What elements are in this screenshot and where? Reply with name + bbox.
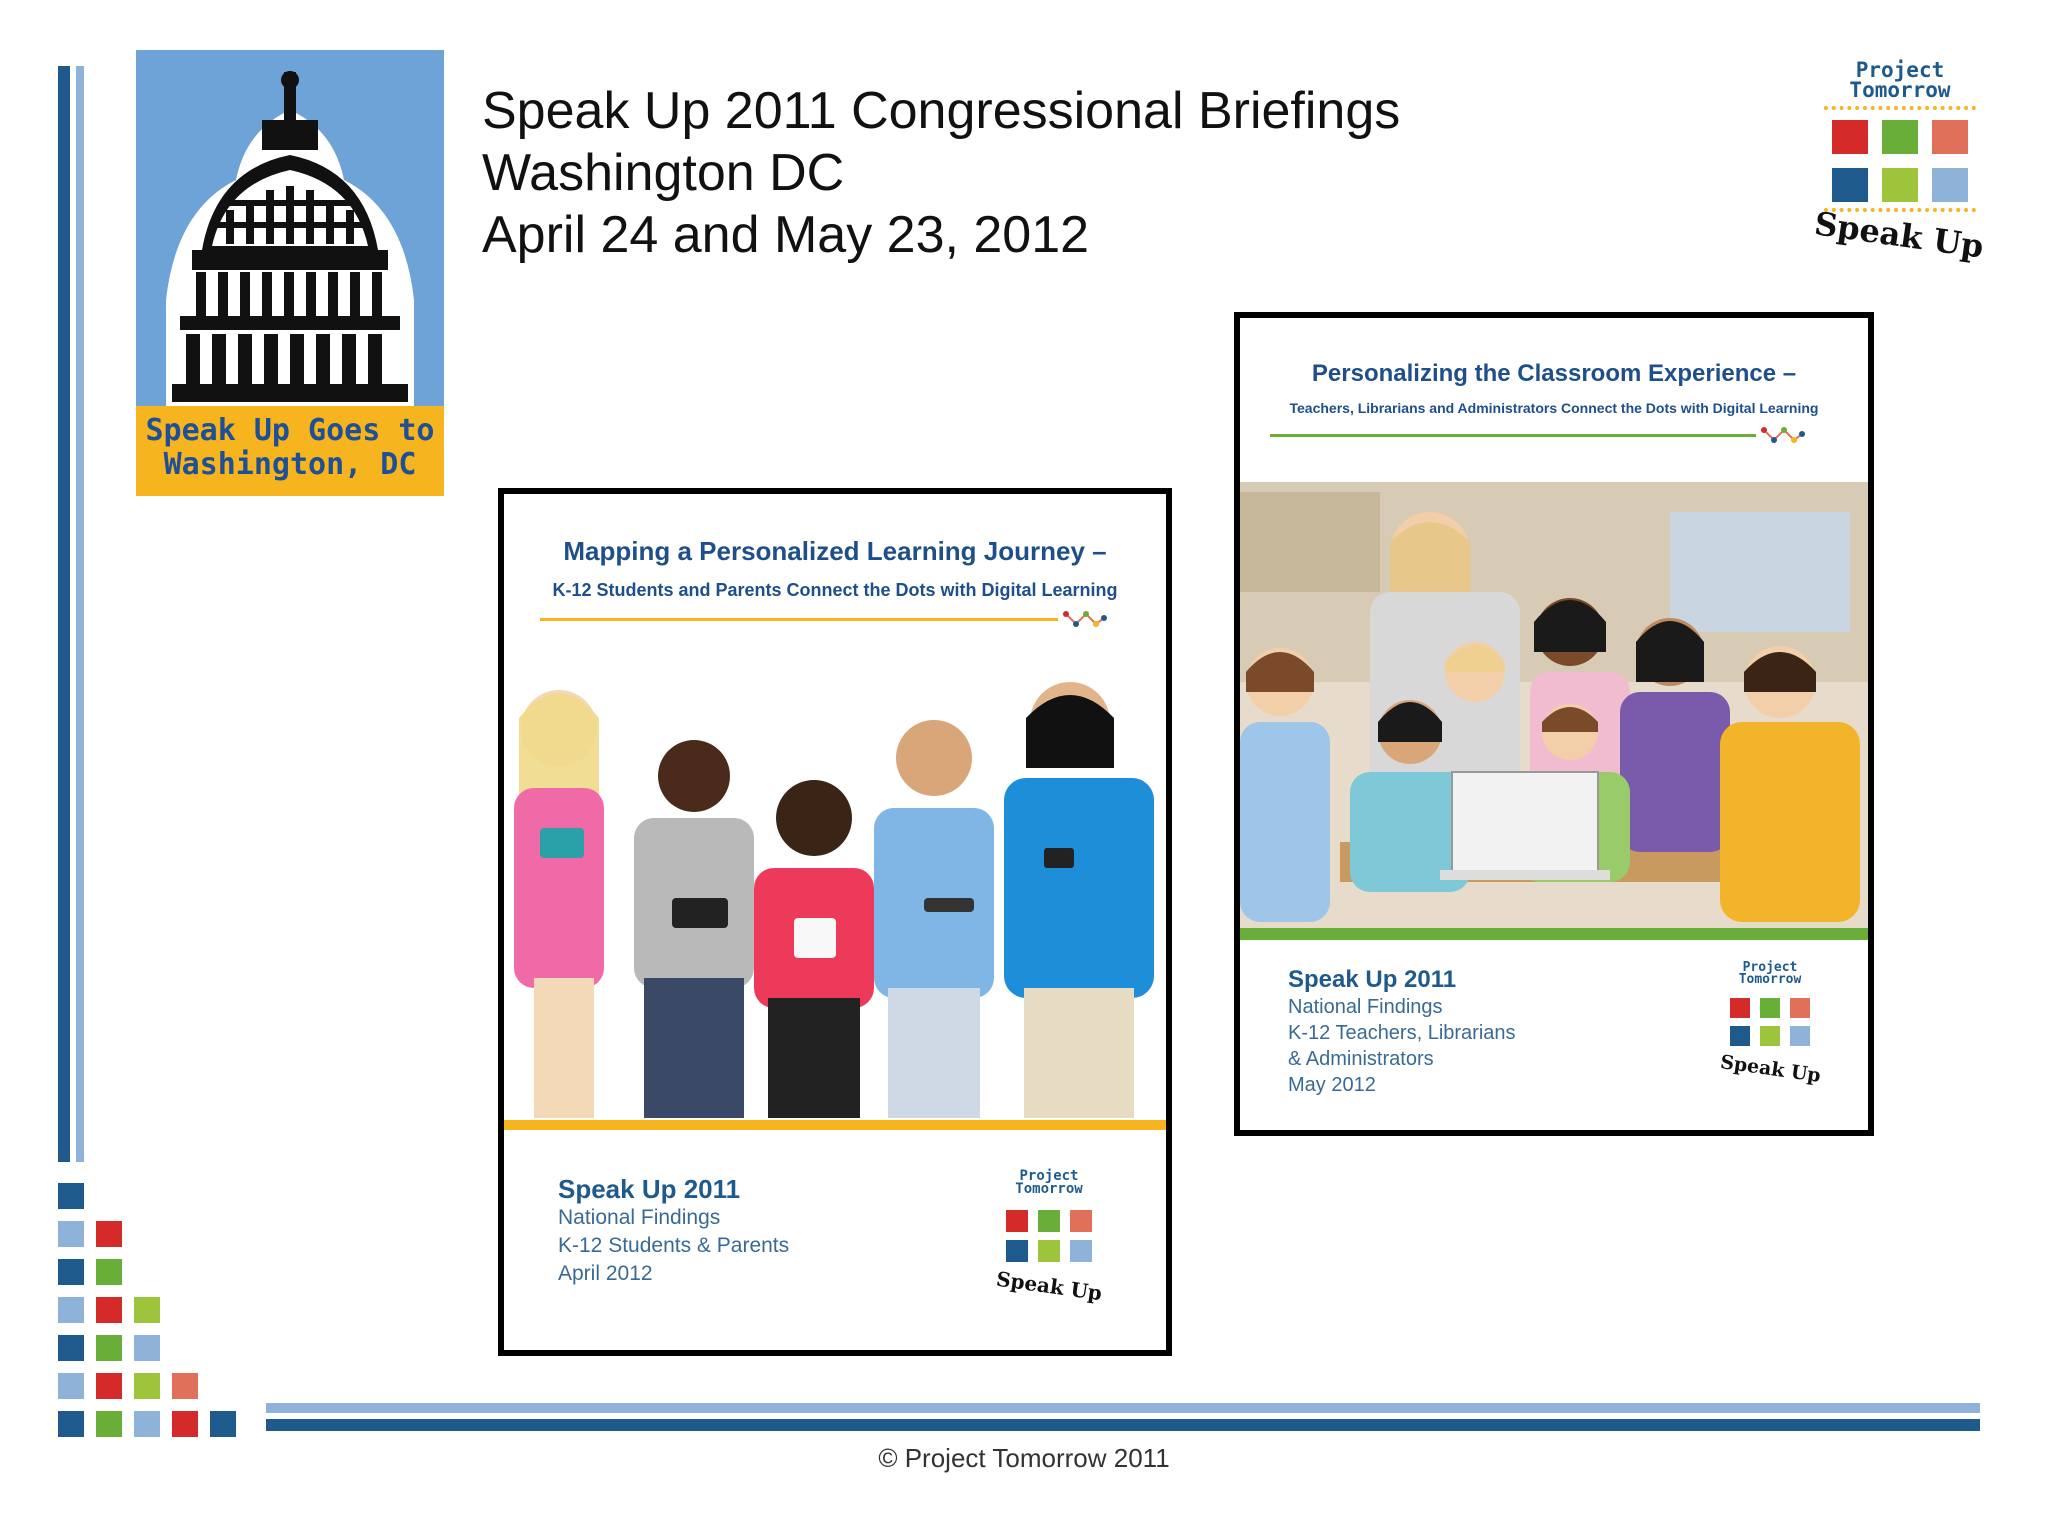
- students-report-brand-logo: [994, 1170, 1104, 1320]
- bottom-accent-bar: [266, 1419, 1980, 1431]
- capitol-caption-line2: Washington, DC: [163, 447, 417, 482]
- brand-logo-tagline: Speak Up: [1812, 204, 1986, 266]
- students-report-heading: Speak Up 2011: [558, 1174, 741, 1204]
- students-report-stripe: [504, 1120, 1166, 1130]
- teachers-brand-line1: Project: [1742, 960, 1798, 975]
- teachers-report-line4: May 2012: [1288, 1074, 1376, 1096]
- students-report-line1: National Findings: [558, 1206, 721, 1229]
- teachers-report-brand-logo: [1718, 962, 1822, 1102]
- connect-dots-icon: [1760, 424, 1806, 446]
- students-brand-line1: Project: [1019, 1168, 1079, 1184]
- capitol-logo-caption: [136, 414, 444, 482]
- teachers-report-line2: K-12 Teachers, Librarians: [1288, 1022, 1516, 1044]
- students-brand-tagline: Speak Up: [994, 1266, 1104, 1306]
- capitol-logo: [136, 50, 444, 496]
- copyright-footer: © Project Tomorrow 2011: [878, 1443, 1170, 1473]
- students-report-line2: K-12 Students & Parents: [558, 1234, 790, 1257]
- teachers-report-heading: Speak Up 2011: [1288, 966, 1457, 993]
- connect-dots-icon: [1062, 608, 1108, 630]
- students-report-line3: April 2012: [558, 1262, 653, 1285]
- slide-title-line3: April 24 and May 23, 2012: [482, 206, 1090, 264]
- students-photo-illustration: [504, 658, 1166, 1118]
- teachers-report-line1: National Findings: [1288, 996, 1443, 1018]
- brand-logo-line2: Tomorrow: [1849, 78, 1951, 102]
- left-accent-bar-light: [76, 66, 84, 1162]
- project-tomorrow-logo: [1810, 56, 1990, 266]
- students-report-title: Mapping a Personalized Learning Journey –: [563, 536, 1107, 566]
- slide-title-line2: Washington DC: [482, 144, 845, 202]
- teachers-report-stripe: [1240, 928, 1868, 940]
- brand-logo-line1: Project: [1855, 58, 1945, 82]
- teachers-report-cover: [1234, 312, 1874, 1136]
- brand-dots-top: [1824, 106, 1976, 110]
- teachers-brand-line2: Tomorrow: [1738, 972, 1802, 987]
- capitol-dome-icon: [136, 50, 444, 406]
- teachers-report-title: Personalizing the Classroom Experience –: [1311, 360, 1797, 387]
- students-report-rule: [540, 618, 1058, 621]
- teachers-report-rule: [1270, 434, 1756, 437]
- teachers-report-subtitle: Teachers, Librarians and Administrators Connect the Dots with Digital Learning: [1289, 400, 1819, 416]
- students-brand-line2: Tomorrow: [1015, 1181, 1083, 1197]
- teachers-brand-tagline: Speak Up: [1718, 1051, 1823, 1087]
- teachers-report-line3: & Administrators: [1288, 1048, 1434, 1070]
- capitol-caption-line1: Speak Up Goes to: [145, 413, 435, 448]
- students-report-cover: [498, 488, 1172, 1356]
- students-report-subtitle: K-12 Students and Parents Connect the Dots with Digital Learning: [552, 580, 1118, 600]
- left-accent-bar: [58, 66, 70, 1162]
- students-photo: [504, 658, 1166, 1118]
- slide-title-line1: Speak Up 2011 Congressional Briefings: [482, 82, 1401, 140]
- classroom-photo: [1240, 482, 1868, 934]
- bottom-accent-bar-light: [266, 1403, 1980, 1413]
- classroom-photo-illustration: [1240, 482, 1868, 934]
